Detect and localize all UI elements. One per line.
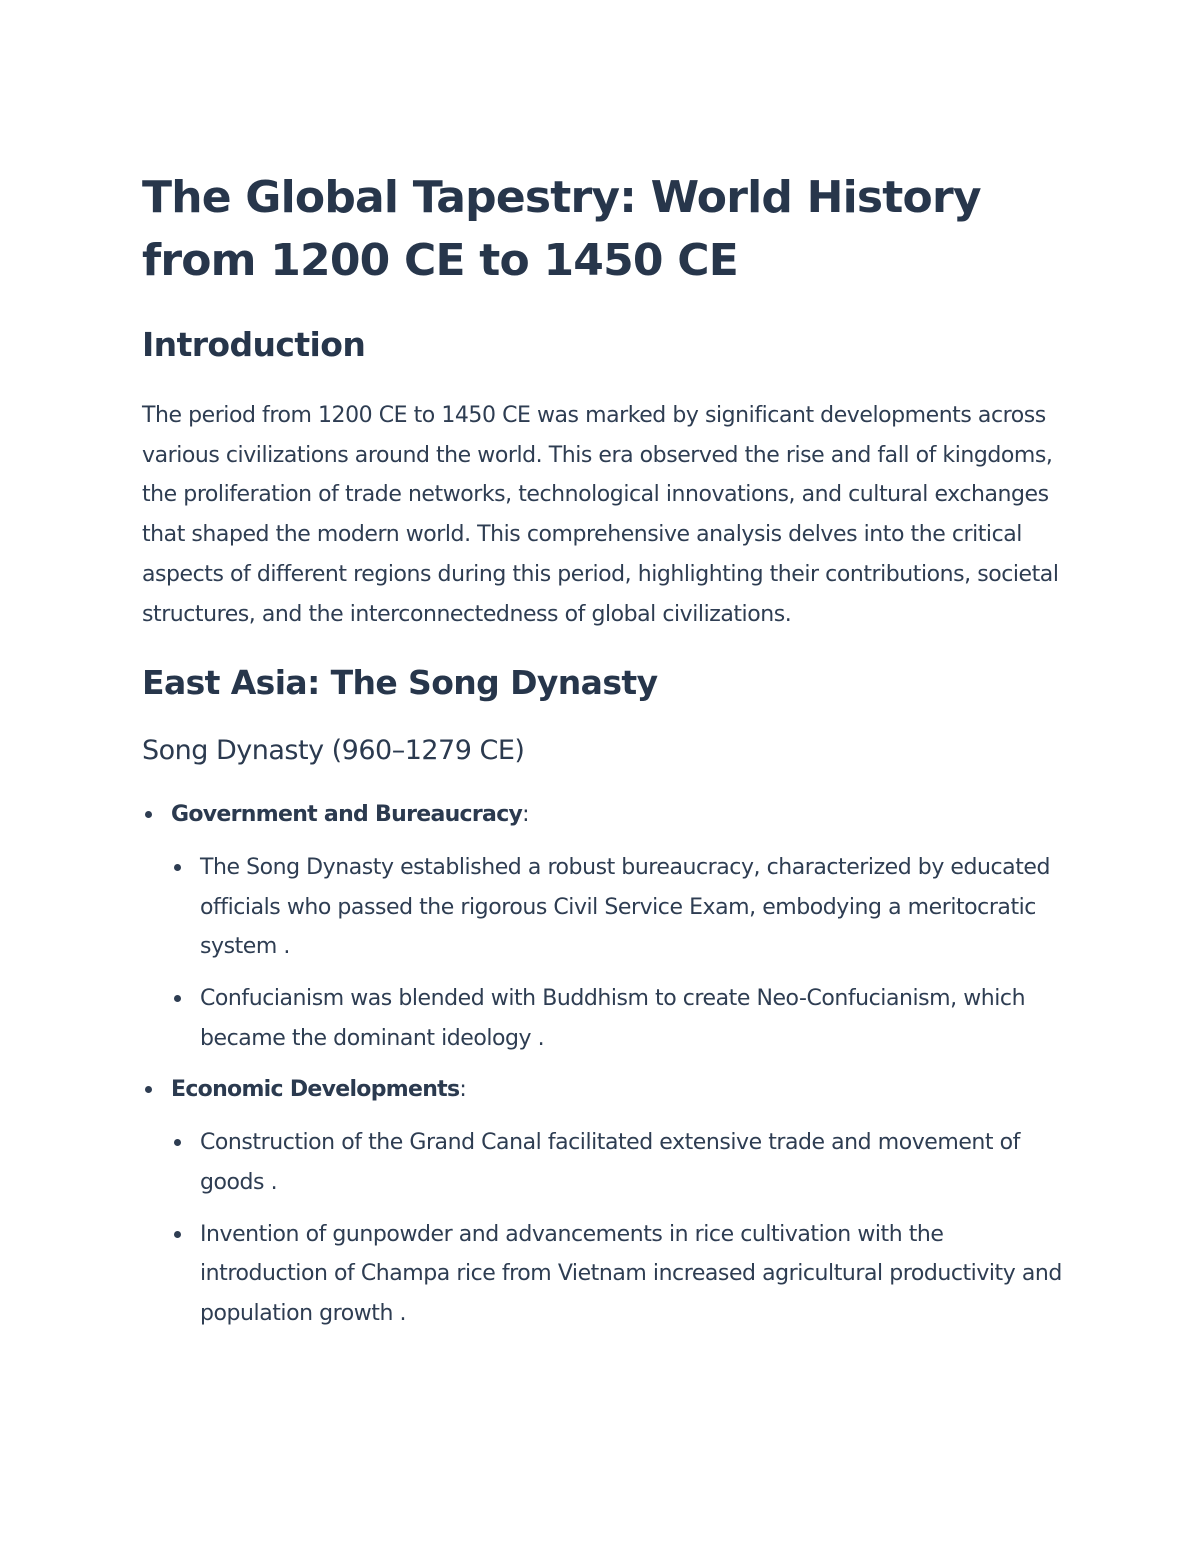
list-item-suffix: : [522,802,530,828]
list-item-text: The Song Dynasty established a robust bureaucracy, characterized by educated officials who passed the rigorous Civil Service Exam, embodying a meritocratic system . [200,854,1050,960]
bullet-icon [174,995,181,1002]
list-item-suffix: : [459,1077,467,1103]
list-item-text: Construction of the Grand Canal facilitated extensive trade and movement of goods . [200,1130,1020,1195]
bullet-icon [174,1139,181,1146]
list-item [171,979,1072,1058]
bullet-icon [145,811,152,818]
document-page [142,166,1072,1346]
bullet-icon [174,1231,181,1238]
list-item [171,1215,1072,1334]
list-item-text: Invention of gunpowder and advancements in rice cultivation with the introduction of Champa rice from Vietnam increased agricultural productivity and population growth . [200,1221,1062,1326]
list-item [171,1123,1072,1202]
list-item [142,1070,1072,1333]
section-heading: East Asia: The Song Dynasty [142,663,658,703]
bullet-icon [174,864,181,871]
list-item-text: Confucianism was blended with Buddhism to create Neo-Confucianism, which became the dominant ideology . [200,986,1026,1051]
introduction-paragraph: The period from 1200 CE to 1450 CE was marked by significant developments across various civilizations around the world. This era observed the rise and fall of kingdoms, the proliferation of trade networks, technological innovations, and cultural exchanges that shaped the modern world. This comprehensive analysis delves into the critical aspects of different regions during this period, highlighting their contributions, societal structures, and the interconnectedness of global civilizations. [142,403,1059,627]
list-item-title: Government and Bureaucracy [171,802,523,828]
list-item [142,795,1072,1058]
document-title: The Global Tapestry: World History from 1200 CE to 1450 CE [142,172,981,286]
bullet-icon [145,1086,152,1093]
sub-list [171,848,1072,1059]
list-item-title: Economic Developments [171,1077,460,1103]
list-item [171,848,1072,967]
sub-list [171,1123,1072,1334]
introduction-heading: Introduction [142,325,366,364]
subsection-heading: Song Dynasty (960–1279 CE) [142,735,525,767]
topic-list [142,795,1072,1333]
